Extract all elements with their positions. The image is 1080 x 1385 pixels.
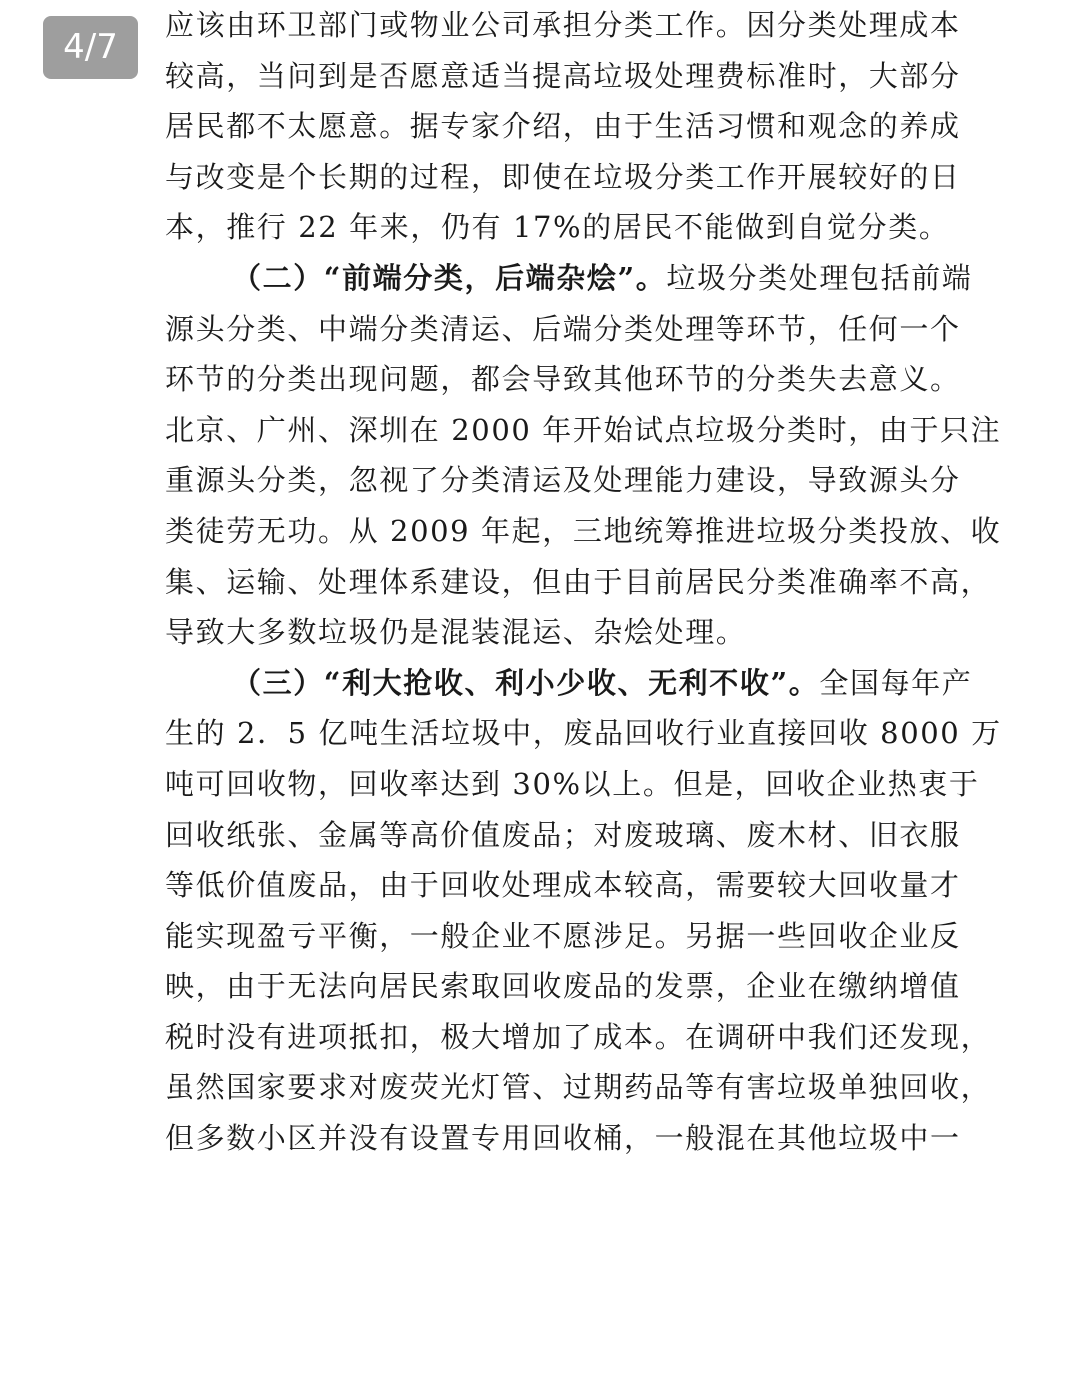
text-line: 与改变是个长期的过程，即使在垃圾分类工作开展较好的日 <box>165 159 961 194</box>
section-heading: （二）“前端分类，后端杂烩”。 <box>232 260 667 295</box>
text-line: 居民都不太愿意。据专家介绍，由于生活习惯和观念的养成 <box>165 109 961 144</box>
text-line: 映，由于无法向居民索取回收废品的发票，企业在缴纳增值 <box>165 969 961 1004</box>
text-line: 较高，当问到是否愿意适当提高垃圾处理费标准时，大部分 <box>165 58 961 93</box>
text-line: 北京、广州、深圳在 2000 年开始试点垃圾分类时，由于只注 <box>165 412 1002 447</box>
text-line: 虽然国家要求对废荧光灯管、过期药品等有害垃圾单独回收， <box>165 1070 992 1105</box>
text-line: 源头分类、中端分类清运、后端分类处理等环节，任何一个 <box>165 311 961 346</box>
text-line: 回收纸张、金属等高价值废品；对废玻璃、废木材、旧衣服 <box>165 817 961 852</box>
text-line: 重源头分类，忽视了分类清运及处理能力建设，导致源头分 <box>165 463 961 498</box>
text-line: 等低价值废品，由于回收处理成本较高，需要较大回收量才 <box>165 868 961 903</box>
text-line: 应该由环卫部门或物业公司承担分类工作。因分类处理成本 <box>165 8 961 42</box>
page-indicator: 4/7 <box>43 16 138 79</box>
section-heading: （三）“利大抢收、利小少收、无利不收”。 <box>232 665 820 700</box>
text-line: 类徒劳无功。从 2009 年起，三地统筹推进垃圾分类投放、收 <box>165 513 1002 548</box>
text-line: 生的 2．5 亿吨生活垃圾中，废品回收行业直接回收 8000 万 <box>165 716 1002 751</box>
section-heading-line <box>165 658 973 709</box>
text-line: 但多数小区并没有设置专用回收桶，一般混在其他垃圾中一 <box>165 1121 961 1156</box>
document-text <box>165 0 1002 1164</box>
text-line: 本，推行 22 年来，仍有 17%的居民不能做到自觉分类。 <box>165 210 950 245</box>
text-span: 全国每年产 <box>819 665 973 700</box>
text-span: 垃圾分类处理包括前端 <box>666 260 973 295</box>
text-line: 环节的分类出现问题，都会导致其他环节的分类失去意义。 <box>165 362 961 397</box>
section-heading-line <box>165 253 973 304</box>
text-line: 吨可回收物，回收率达到 30%以上。但是，回收企业热衷于 <box>165 766 980 801</box>
text-line: 导致大多数垃圾仍是混装混运、杂烩处理。 <box>165 615 747 650</box>
text-line: 集、运输、处理体系建设，但由于目前居民分类准确率不高， <box>165 564 992 599</box>
text-line: 能实现盈亏平衡，一般企业不愿涉足。另据一些回收企业反 <box>165 918 961 953</box>
text-line: 税时没有进项抵扣，极大增加了成本。在调研中我们还发现， <box>165 1019 992 1054</box>
